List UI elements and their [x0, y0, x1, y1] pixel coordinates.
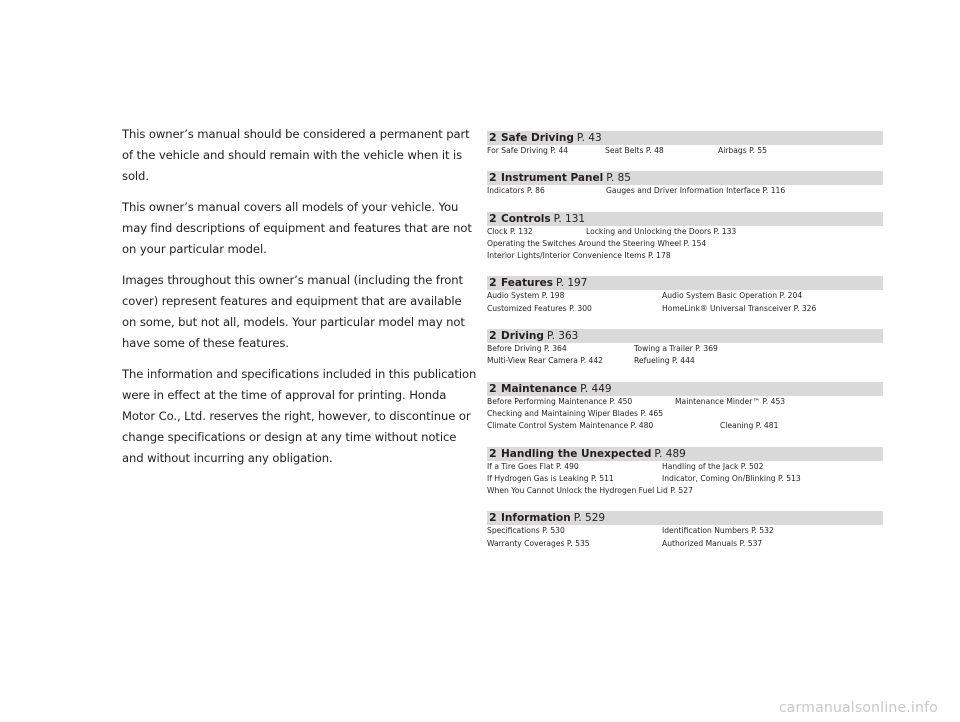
toc-row: [487, 396, 883, 408]
section-page: P. 197: [556, 277, 588, 290]
intro-text: [122, 124, 478, 479]
toc-row: [487, 420, 883, 432]
toc-section: [487, 212, 883, 263]
section-heading[interactable]: [487, 131, 883, 145]
toc-row: [487, 538, 883, 550]
toc-link[interactable]: Checking and Maintaining Wiper Blades P. 465: [487, 408, 664, 418]
section-title: Safe Driving: [501, 132, 574, 144]
link-arrow-icon: 2: [489, 171, 497, 185]
section-heading[interactable]: [487, 276, 883, 290]
toc-link[interactable]: Audio System P. 198: [487, 291, 565, 301]
link-arrow-icon: 2: [489, 511, 497, 525]
toc-link[interactable]: Warranty Coverages P. 535: [487, 538, 590, 548]
toc-row: [487, 238, 883, 250]
toc-row: [487, 408, 883, 420]
toc-link[interactable]: Operating the Switches Around the Steering Wheel P. 154: [487, 238, 707, 248]
intro-paragraph: This owner’s manual should be considered a permanent part of the vehicle and should remain with the vehicle when it is sold.: [122, 127, 470, 183]
toc-link[interactable]: Audio System Basic Operation P. 204: [662, 291, 803, 301]
section-page: P. 43: [576, 132, 602, 144]
link-arrow-icon: 2: [489, 329, 497, 343]
toc-link[interactable]: Gauges and Driver Information Interface P. 116: [606, 186, 786, 196]
toc-row: [487, 461, 883, 473]
toc-link[interactable]: Airbags P. 55: [718, 146, 767, 155]
section-heading[interactable]: [487, 329, 883, 343]
toc-link[interactable]: Authorized Manuals P. 537: [662, 538, 763, 548]
toc-link[interactable]: Before Driving P. 364: [487, 344, 567, 354]
section-heading[interactable]: [487, 382, 883, 396]
toc-row: [487, 343, 883, 355]
toc-link[interactable]: Towing a Trailer P. 369: [634, 344, 718, 354]
section-heading[interactable]: [487, 447, 883, 461]
toc-link[interactable]: Indicator, Coming On/Blinking P. 513: [662, 473, 801, 483]
section-heading[interactable]: [487, 511, 883, 525]
intro-paragraph: Images throughout this owner’s manual (including the front cover) represent features and equipment that are available on some, but not all, models. Your particular model may not have some of these features.: [122, 273, 465, 350]
toc-link[interactable]: Climate Control System Maintenance P. 480: [487, 421, 654, 431]
link-arrow-icon: 2: [489, 276, 497, 290]
toc-link[interactable]: Clock P. 132: [487, 226, 533, 236]
toc-section: [487, 382, 883, 433]
toc-row: [487, 525, 883, 537]
section-title: Maintenance: [501, 382, 578, 395]
toc-link[interactable]: Before Performing Maintenance P. 450: [487, 396, 633, 406]
section-page: P. 363: [546, 330, 579, 343]
toc-row: [487, 226, 883, 238]
section-page: P. 529: [573, 512, 606, 525]
toc-row: [487, 250, 883, 262]
toc-link[interactable]: Multi-View Rear Camera P. 442: [487, 356, 604, 366]
toc-link[interactable]: HomeLink® Universal Transceiver P. 326: [662, 303, 817, 313]
table-of-contents: [487, 131, 883, 564]
toc-link[interactable]: If a Tire Goes Flat P. 490: [487, 461, 579, 471]
toc-section: [487, 171, 883, 197]
toc-link[interactable]: For Safe Driving P. 44: [487, 146, 569, 155]
section-page: P. 489: [654, 447, 686, 460]
toc-link[interactable]: If Hydrogen Gas is Leaking P. 511: [487, 473, 614, 483]
intro-paragraph: The information and specifications included in this publication were in effect at the time of approval for printing. Honda Motor Co., Ltd. reserves the right, however, to discontinue or change specifications or design at any time without notice and without incurring any obligation.: [122, 367, 477, 465]
section-title: Instrument Panel: [501, 172, 604, 185]
link-arrow-icon: 2: [489, 211, 497, 225]
toc-link[interactable]: Identification Numbers P. 532: [662, 526, 774, 536]
toc-row: [487, 185, 883, 197]
toc-section: [487, 329, 883, 368]
toc-link[interactable]: Specifications P. 530: [487, 526, 565, 536]
toc-link[interactable]: Handling of the Jack P. 502: [662, 461, 764, 471]
section-page: P. 85: [606, 172, 631, 185]
toc-link[interactable]: Refueling P. 444: [634, 356, 695, 366]
section-title: Handling the Unexpected: [501, 447, 652, 460]
section-title: Information: [501, 512, 571, 525]
toc-link[interactable]: Cleaning P. 481: [720, 421, 779, 431]
link-arrow-icon: 2: [489, 446, 497, 460]
intro-paragraph: This owner’s manual covers all models of your vehicle. You may find descriptions of equipment and features that are not on your particular model.: [122, 200, 472, 256]
link-arrow-icon: 2: [489, 131, 497, 144]
toc-section: [487, 276, 883, 315]
toc-row: [487, 290, 883, 302]
toc-link[interactable]: Seat Belts P. 48: [605, 146, 664, 155]
toc-section: [487, 511, 883, 550]
link-arrow-icon: 2: [489, 381, 497, 395]
section-heading[interactable]: [487, 171, 883, 185]
toc-row: [487, 473, 883, 485]
toc-link[interactable]: When You Cannot Unlock the Hydrogen Fuel Lid P. 527: [487, 486, 693, 496]
toc-link[interactable]: Maintenance Minder™ P. 453: [675, 396, 786, 406]
toc-row: [487, 303, 883, 315]
section-page: P. 131: [553, 212, 586, 225]
toc-row: [487, 145, 883, 157]
toc-row: [487, 355, 883, 367]
section-heading[interactable]: [487, 212, 883, 226]
toc-row: [487, 485, 883, 497]
toc-link[interactable]: Customized Features P. 300: [487, 303, 592, 313]
toc-section: [487, 131, 883, 157]
section-page: P. 449: [580, 382, 612, 395]
section-title: Controls: [501, 212, 551, 225]
toc-link[interactable]: Indicators P. 86: [487, 186, 545, 196]
watermark: carmanualsonline.info: [778, 700, 938, 716]
toc-section: [487, 447, 883, 498]
section-title: Driving: [501, 330, 544, 343]
toc-link[interactable]: Locking and Unlocking the Doors P. 133: [586, 226, 737, 236]
toc-link[interactable]: Interior Lights/Interior Convenience Items P. 178: [487, 251, 671, 261]
section-title: Features: [501, 277, 553, 290]
